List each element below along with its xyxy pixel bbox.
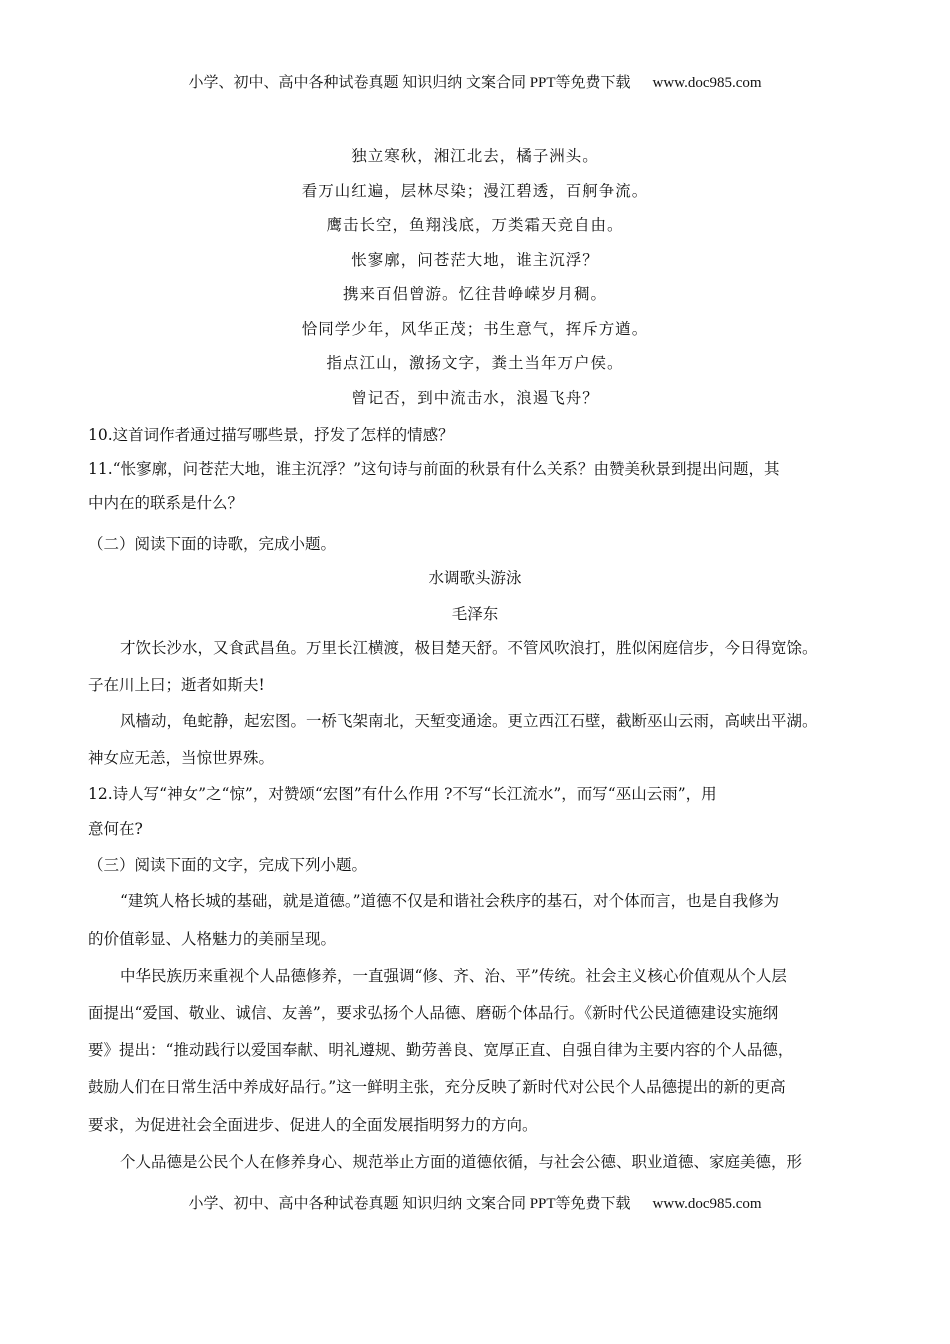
essay-para2-line4: 鼓励人们在日常生活中养成好品行。”这一鲜明主张，充分反映了新时代对公民个人品德提出的新的更高 [88, 1078, 786, 1096]
poem2-para2-line1: 风樯动，龟蛇静，起宏图。一桥飞架南北，天堑变通途。更立西江石壁，截断巫山云雨，高峡出平湖。 [120, 712, 818, 730]
footer-site-link[interactable]: www.doc985.com [652, 1196, 762, 1212]
page-footer [0, 1192, 950, 1213]
poem2-para2-line2: 神女应无恙，当惊世界殊。 [88, 749, 275, 767]
poem2-para1-line1: 才饮长沙水，又食武昌鱼。万里长江横渡，极目楚天舒。不管风吹浪打，胜似闲庭信步，今日得宽馀。 [120, 639, 818, 657]
poem-line: 指点江山，激扬文字，粪土当年万户侯。 [326, 354, 624, 372]
question-10: 10.这首词作者通过描写哪些景，抒发了怎样的情感？ [88, 426, 454, 444]
poem [0, 139, 950, 415]
essay-para2-line2: 面提出“爱国、敬业、诚信、友善”，要求弘扬个人品德、磨砺个体品行。《新时代公民道德建设实施纲 [88, 1004, 779, 1022]
essay-para1-line2: 的价值彰显、人格魅力的美丽呈现。 [88, 930, 337, 948]
poem-line: 携来百侣曾游。忆往昔峥嵘岁月稠。 [342, 285, 607, 303]
header-text: 小学、初中、高中各种试卷真题 知识归纳 文案合同 PPT等免费下载 [188, 75, 631, 91]
poem2-author: 毛泽东 [451, 605, 499, 623]
essay-para2-line3: 要》提出：“推动践行以爱国奉献、明礼遵规、勤劳善良、宽厚正直、自强自律为主要内容的个人品德， [88, 1041, 794, 1059]
page-header [0, 71, 950, 92]
poem-line: 看万山红遍，层林尽染；漫江碧透，百舸争流。 [301, 181, 649, 200]
poem-line: 怅寥廓，问苍茫大地，谁主沉浮？ [351, 250, 599, 269]
section2-heading: （二）阅读下面的诗歌，完成小题。 [88, 535, 337, 553]
poem-line: 独立寒秋，湘江北去，橘子洲头。 [351, 147, 599, 165]
header-site-link[interactable]: www.doc985.com [652, 75, 762, 91]
question-12-line1: 12.诗人写“神女”之“惊”，对赞颂“宏图”有什么作用 ?不写“长江流水”，而写“巫山云雨”，用 [88, 785, 717, 803]
poem2-para1-line2: 子在川上曰；逝者如斯夫! [88, 676, 265, 694]
question-11-line1: 11.“怅寥廓，问苍茫大地，谁主沉浮？”这句诗与前面的秋景有什么关系？由赞美秋景到提出问题，其 [88, 460, 780, 478]
poem-line: 恰同学少年，风华正茂；书生意气，挥斥方遒。 [301, 319, 649, 338]
poem-line: 鹰击长空，鱼翔浅底，万类霜天竞自由。 [326, 216, 624, 234]
footer-text: 小学、初中、高中各种试卷真题 知识归纳 文案合同 PPT等免费下载 [188, 1196, 631, 1212]
essay-para3-line1: 个人品德是公民个人在修养身心、规范举止方面的道德依循，与社会公德、职业道德、家庭美德，形 [120, 1153, 803, 1171]
question-11-line2: 中内在的联系是什么？ [88, 494, 244, 512]
essay-para2-line5: 要求，为促进社会全面进步、促进人的全面发展指明努力的方向。 [88, 1116, 538, 1134]
essay-para2-line1: 中华民族历来重视个人品德修养，一直强调“修、齐、治、平”传统。社会主义核心价值观从个人层 [120, 967, 787, 985]
question-12-line2: 意何在? [88, 820, 143, 838]
poem-line: 曾记否，到中流击水，浪遏飞舟？ [351, 388, 599, 407]
poem2-title: 水调歌头游泳 [428, 569, 522, 587]
section3-heading: （三）阅读下面的文字，完成下列小题。 [88, 856, 368, 874]
essay-para1-line1: “建筑人格长城的基础，就是道德。”道德不仅是和谐社会秩序的基石，对个体而言，也是自我修为 [120, 892, 780, 910]
